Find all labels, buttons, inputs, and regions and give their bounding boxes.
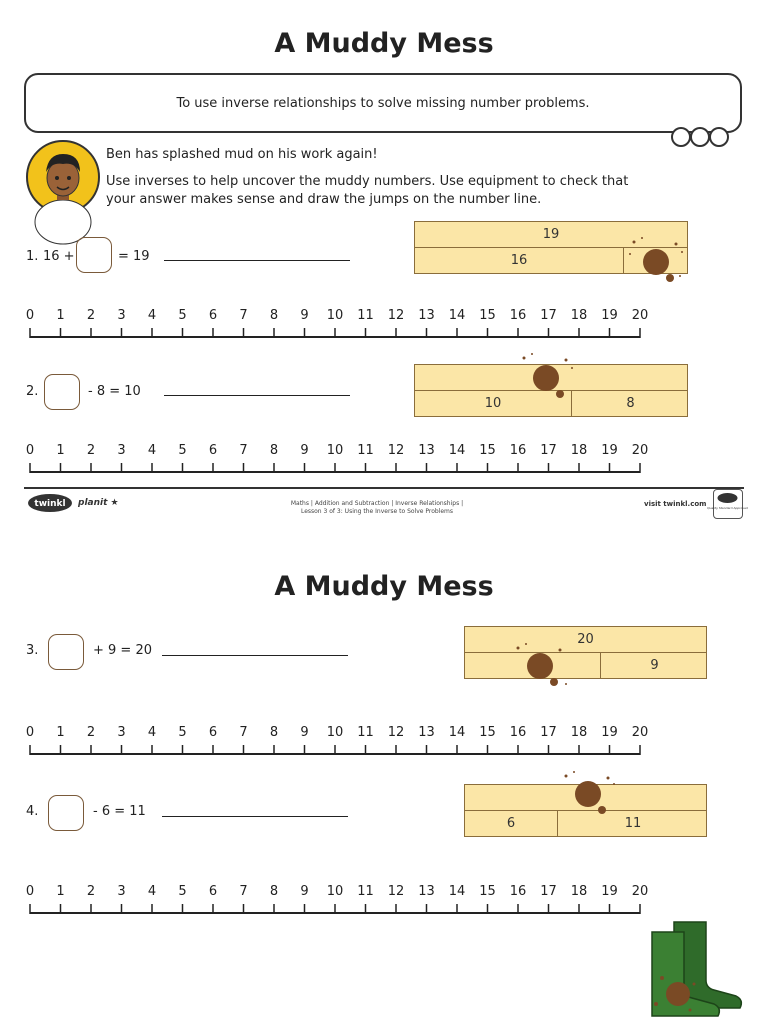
number-line-label: 13 [418, 443, 435, 458]
number-line-label: 20 [631, 884, 649, 899]
page-title: A Muddy Mess [274, 28, 494, 59]
number-line-label: 7 [239, 725, 248, 740]
number-line-label: 1 [56, 725, 65, 740]
number-line-label: 5 [178, 725, 187, 740]
bar-part-value: 11 [557, 811, 708, 836]
number-line-label: 19 [601, 725, 618, 740]
number-line-label: 18 [570, 443, 588, 458]
number-line-label: 8 [269, 725, 279, 740]
number-line-label: 16 [509, 725, 527, 740]
number-line-label: 17 [540, 308, 557, 323]
number-line-label: 18 [570, 725, 588, 740]
question-number: 2. [26, 384, 39, 399]
number-line-label: 0 [25, 443, 35, 458]
number-line-label: 4 [147, 308, 157, 323]
number-line-label: 7 [239, 443, 248, 458]
number-line-label: 18 [570, 308, 588, 323]
number-line-label: 14 [448, 725, 466, 740]
number-line-label: 4 [147, 884, 157, 899]
number-line-label: 20 [631, 308, 649, 323]
number-line-label: 14 [448, 443, 466, 458]
number-line-label: 11 [357, 308, 374, 323]
number-line-label: 15 [479, 443, 496, 458]
number-line-label: 11 [357, 725, 374, 740]
number-line-label: 9 [300, 443, 309, 458]
number-line-label: 19 [601, 884, 618, 899]
muddy-boots-icon [644, 918, 748, 1018]
equation-suffix: - 6 = 11 [93, 804, 146, 819]
footer-line: Maths | Addition and Subtraction | Inverse Relationships | [290, 500, 464, 507]
number-line-label: 3 [117, 884, 126, 899]
question-number: 3. [26, 643, 39, 658]
number-line-label: 2 [86, 443, 96, 458]
number-line-label: 12 [387, 725, 405, 740]
number-line-label: 20 [631, 725, 649, 740]
objective-text: To use inverse relationships to solve missing number problems. [176, 95, 590, 111]
number-line-label: 14 [448, 884, 466, 899]
bar-part-value: 6 [506, 816, 516, 831]
number-line-label: 16 [509, 884, 527, 899]
number-line-label: 12 [387, 443, 405, 458]
number-line-label: 7 [239, 884, 248, 899]
number-line-label: 13 [418, 308, 435, 323]
number-line-label: 4 [147, 725, 157, 740]
number-line-label: 1 [56, 308, 65, 323]
number-line-label: 6 [208, 443, 218, 458]
number-line-label: 8 [269, 443, 279, 458]
number-line-label: 3 [117, 725, 126, 740]
number-line-label: 13 [418, 725, 435, 740]
number-line-label: 19 [601, 308, 618, 323]
number-line-label: 16 [509, 443, 527, 458]
number-line-label: 2 [86, 884, 96, 899]
number-line-label: 10 [326, 725, 344, 740]
number-line-label: 17 [540, 725, 557, 740]
number-line-label: 2 [86, 308, 96, 323]
number-line-label: 14 [448, 308, 466, 323]
number-line-label: 1 [56, 884, 65, 899]
number-line-label: 9 [300, 725, 309, 740]
bar-part-value: 8 [571, 391, 689, 416]
number-line-label: 17 [540, 884, 557, 899]
equation-suffix: + 9 = 20 [93, 643, 152, 658]
number-line-label: 9 [300, 308, 309, 323]
intro-line: Use inverses to help uncover the muddy numbers. Use equipment to check that [106, 174, 629, 189]
question-number: 4. [26, 804, 39, 819]
number-line-label: 5 [178, 884, 187, 899]
number-line-label: 2 [86, 725, 96, 740]
intro-line: your answer makes sense and draw the jumps on the number line. [106, 192, 542, 207]
number-line-label: 12 [387, 308, 405, 323]
equation-suffix: = 19 [118, 249, 150, 264]
number-line-label: 5 [178, 443, 187, 458]
bar-part-value: 10 [484, 396, 502, 411]
number-line-label: 13 [418, 884, 435, 899]
number-line-label: 8 [269, 884, 279, 899]
number-line-label: 7 [239, 308, 248, 323]
footer-website[interactable]: visit twinkl.com [644, 500, 707, 508]
intro-line: Ben has splashed mud on his work again! [106, 147, 378, 162]
brand-text: twinkl [34, 499, 66, 509]
planit-logo: planit ★ [78, 498, 119, 508]
number-line-label: 5 [178, 308, 187, 323]
number-line-label: 0 [25, 884, 35, 899]
number-line-label: 12 [387, 884, 405, 899]
number-line-label: 0 [25, 725, 35, 740]
question-number: 1. [26, 249, 39, 264]
number-line-label: 20 [631, 443, 649, 458]
number-line-label: 3 [117, 308, 126, 323]
bar-total-value: 19 [542, 227, 560, 242]
page-title: A Muddy Mess [274, 571, 494, 602]
bar-part-value: 9 [600, 653, 708, 678]
number-line-label: 4 [147, 443, 157, 458]
number-line-label: 15 [479, 884, 496, 899]
equation-suffix: - 8 = 10 [88, 384, 141, 399]
number-line-label: 16 [509, 308, 527, 323]
footer-line: Lesson 3 of 3: Using the Inverse to Solve Problems [300, 508, 454, 515]
number-line-label: 15 [479, 725, 496, 740]
number-line-label: 0 [25, 308, 35, 323]
number-line-label: 18 [570, 884, 588, 899]
number-line-label: 19 [601, 443, 618, 458]
number-line-label: 10 [326, 308, 344, 323]
number-line-label: 9 [300, 884, 309, 899]
badge-text: Quality Standard Approved [707, 506, 748, 510]
number-line-label: 6 [208, 884, 218, 899]
equation-prefix: 16 + [43, 249, 75, 264]
number-line-label: 10 [326, 443, 344, 458]
number-line-label: 15 [479, 308, 496, 323]
number-line-label: 11 [357, 884, 374, 899]
bar-total-value: 20 [577, 632, 594, 647]
number-line-label: 1 [56, 443, 65, 458]
number-line-label: 6 [208, 725, 218, 740]
bar-part-value: 16 [510, 253, 528, 268]
number-line-label: 8 [269, 308, 279, 323]
number-line-label: 10 [326, 884, 344, 899]
number-line-label: 11 [357, 443, 374, 458]
number-line-label: 3 [117, 443, 126, 458]
number-line-label: 6 [208, 308, 218, 323]
number-line-label: 17 [540, 443, 557, 458]
